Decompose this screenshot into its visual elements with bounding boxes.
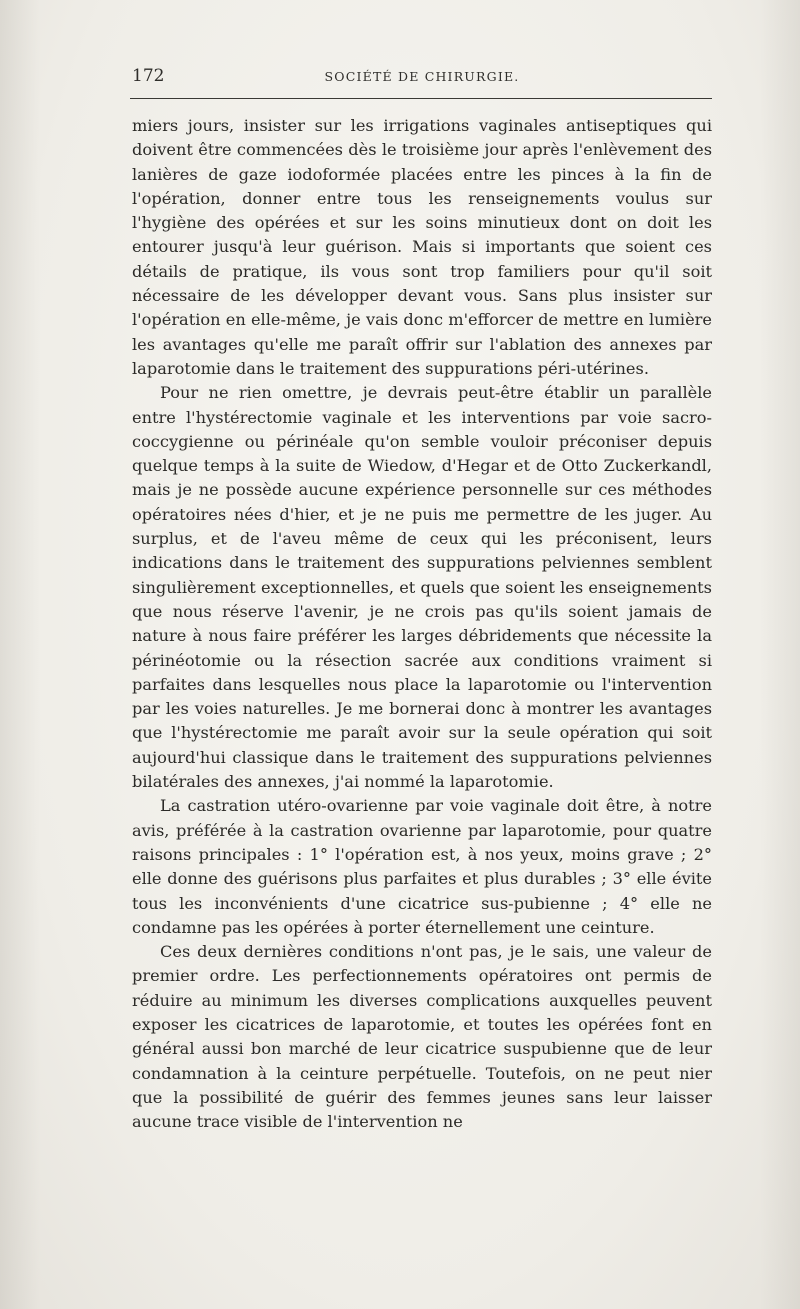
- page-right-shadow: [760, 0, 800, 1309]
- page-left-shadow: [0, 0, 40, 1309]
- paragraph: Ces deux dernières conditions n'ont pas, je le sais, une valeur de premier ordre. Les perfectionnements opératoires ont permis de réduire au minimum les diverses complications auxquelles peuvent exposer les cicatrices de laparotomie, et toutes les opérées font en général aussi bon marché de leur cicatrice suspubienne que de leur condamnation à la ceinture perpétuelle. Toutefois, on ne peut nier que la possibilité de guérir des femmes jeunes sans leur laisser aucune trace visible de l'intervention ne: [132, 942, 712, 1132]
- body-text: [132, 114, 712, 1134]
- running-head: [132, 66, 712, 90]
- paragraph: miers jours, insister sur les irrigations vaginales antiseptiques qui doivent être commencées dès le troisième jour après l'enlèvement des lanières de gaze iodoformée placées entre les pinces à la fin de l'opération, donner entre tous les renseignements voulus sur l'hygiène des opérées et sur les soins minutieux dont on doit les entourer jusqu'à leur guérison. Mais si importants que soient ces détails de pratique, ils vous sont trop familiers pour qu'il soit nécessaire de les développer devant vous. Sans plus insister sur l'opération en elle-même, je vais donc m'efforcer de mettre en lumière les avantages qu'elle me paraît offrir sur l'ablation des annexes par laparotomie dans le traitement des suppurations péri-utérines.: [132, 116, 712, 378]
- page-number: 172: [132, 66, 165, 86]
- running-title: SOCIÉTÉ DE CHIRURGIE.: [324, 69, 520, 84]
- header-rule: [130, 98, 712, 99]
- paragraph: La castration utéro-ovarienne par voie vaginale doit être, à notre avis, préférée à la castration ovarienne par laparotomie, pour quatre raisons principales : 1° l'opération est, à nos yeux, moins grave ; 2° elle donne des guérisons plus parfaites et plus durables ; 3° elle évite tous les inconvénients d'une cicatrice sus-pubienne ; 4° elle ne condamne pas les opérées à porter éternellement une ceinture.: [132, 796, 712, 937]
- paragraph: Pour ne rien omettre, je devrais peut-être établir un parallèle entre l'hystérectomie vaginale et les interventions par voie sacro-coccygienne ou périnéale qu'on semble vouloir préconiser depuis quelque temps à la suite de Wiedow, d'Hegar et de Otto Zuckerkandl, mais je ne possède aucune expérience personnelle sur ces méthodes opératoires nées d'hier, et je ne puis me permettre de les juger. Au surplus, et de l'aveu même de ceux qui les préconisent, leurs indications dans le traitement des suppurations pelviennes semblent singulièrement exceptionnelles, et quels que soient les enseignements que nous réserve l'avenir, je ne crois pas qu'ils soient jamais de nature à nous faire préférer les larges débridements que nécessite la périnéotomie ou la résection sacrée aux conditions vraiment si parfaites dans lesquelles nous place la laparotomie ou l'intervention par les voies naturelles. Je me bornerai donc à montrer les avantages que l'hystérectomie me paraît avoir sur la seule opération qui soit aujourd'hui classique dans le traitement des suppurations pelviennes bilatérales des annexes, j'ai nommé la laparotomie.: [132, 383, 712, 792]
